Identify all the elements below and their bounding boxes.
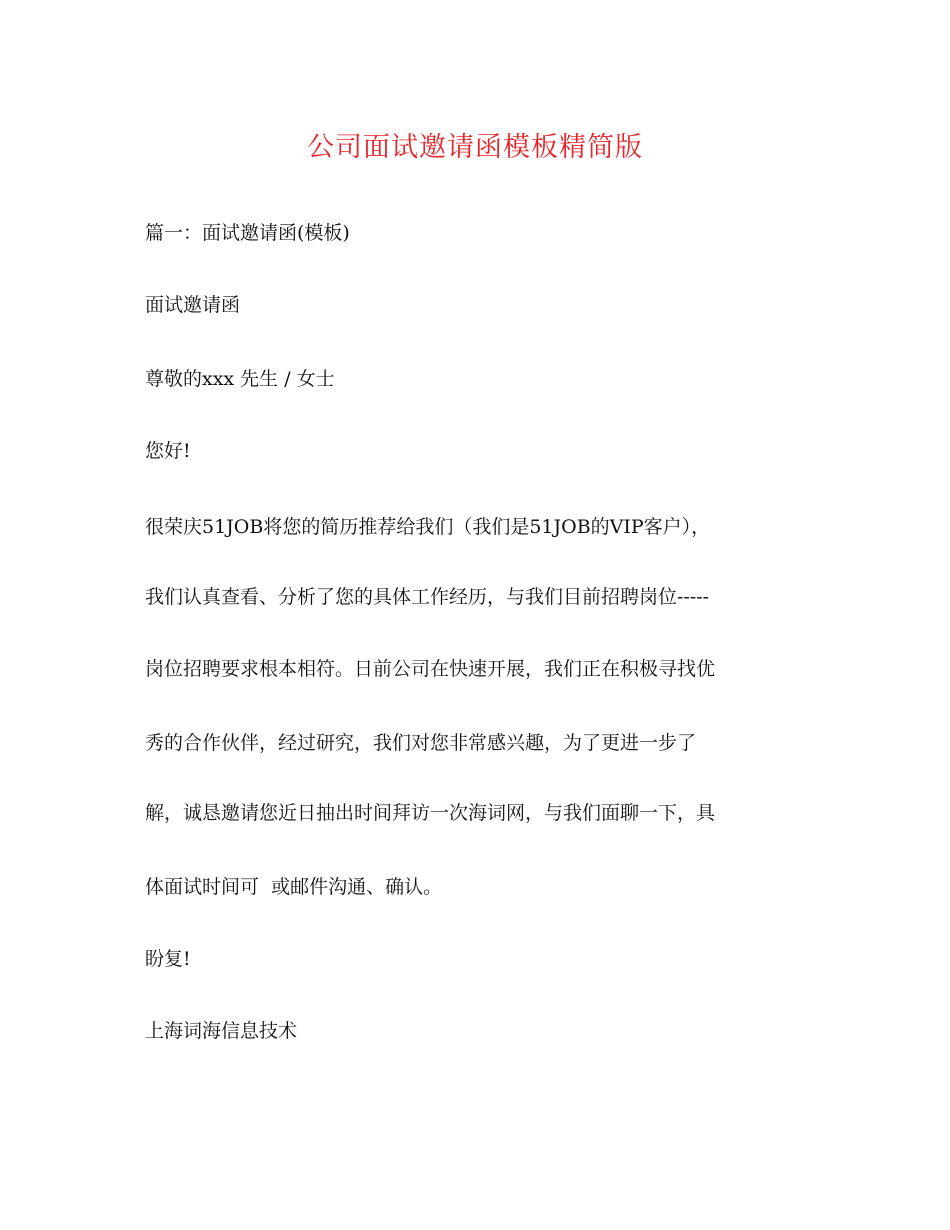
closing: 盼复! <box>145 948 191 970</box>
body-line-3: 岗位招聘要求根本相符。日前公司在快速开展，我们正在积极寻找优 <box>145 658 716 680</box>
salutation: 尊敬的xxx 先生 / 女士 <box>145 368 335 390</box>
body-line-5: 解，诚恳邀请您近日抽出时间拜访一次海词网，与我们面聊一下，具 <box>145 802 716 824</box>
greeting: 您好! <box>145 440 191 462</box>
signature-company: 上海词海信息技术 <box>145 1020 298 1042</box>
body-line-2: 我们认真查看、分析了您的具体工作经历，与我们目前招聘岗位----- <box>145 586 710 608</box>
letter-heading: 面试邀请函 <box>145 294 241 316</box>
section-heading: 篇一：面试邀请函(模板) <box>145 222 350 244</box>
body-line-6: 体面试时间可 或邮件沟通、确认。 <box>145 876 443 898</box>
body-line-4: 秀的合作伙伴，经过研究，我们对您非常感兴趣，为了更进一步了 <box>145 732 697 754</box>
document-title: 公司面试邀请函模板精简版 <box>307 132 643 163</box>
body-line-1: 很荣庆51JOB将您的简历推荐给我们（我们是51JOB的VIP客户）， <box>145 516 711 538</box>
